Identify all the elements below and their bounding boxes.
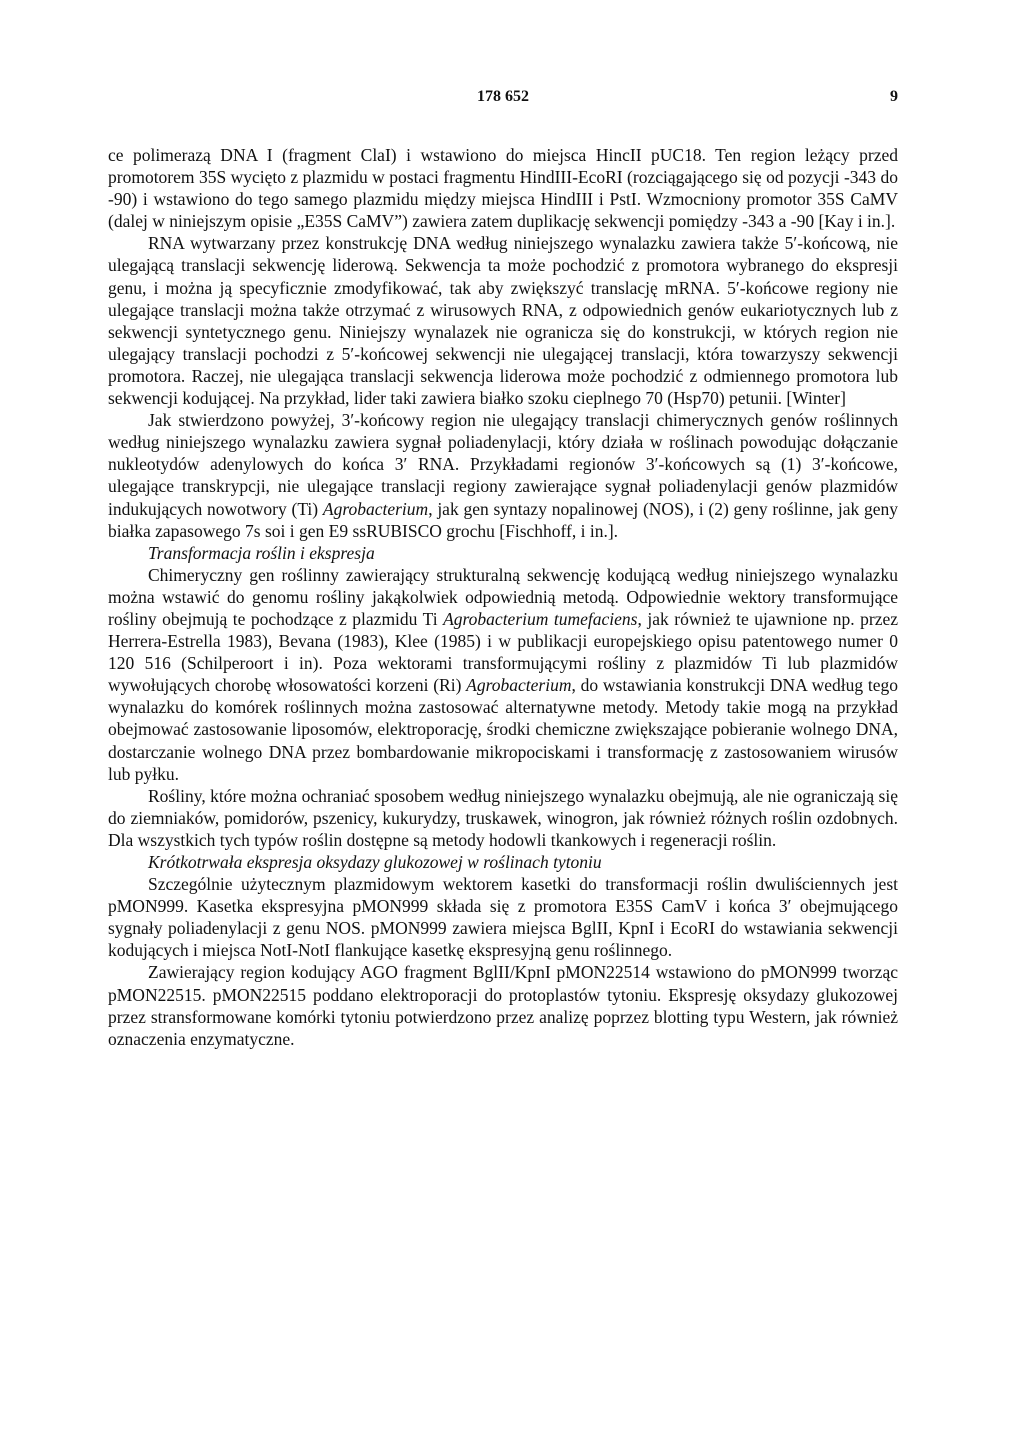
- body-text: [108, 144, 898, 1050]
- paragraph-text: Rośliny, które można ochraniać sposobem według niniejszego wynalazku obejmują, ale nie ograniczają się do ziemniaków, pomidorów, pszenicy, kukurydzy, truskawek, winogron, jak również różnych roślin ozdobnych. Dla wszystkich tych typów roślin dostępne są metody hodowli tkankowych i regeneracji roślin.: [108, 785, 898, 850]
- paragraph-text: , jak gen syntazy nopalinowej (NOS), i (2) geny roślinne, jak geny białka zapasowego 7s soi i gen E9 ssRUBISCO grochu [Fischhoff, i in.].: [108, 498, 898, 541]
- page-number: 9: [890, 88, 898, 105]
- paragraph-pmon22515: [108, 961, 898, 1049]
- paragraph-3-end-region: [108, 409, 898, 542]
- document-number: 178 652: [477, 88, 529, 105]
- paragraph-text: , jak również te ujawnione np. przez Herrera-Estrella 1983), Bevana (1983), Klee (1985) i w publikacji europejskiego opisu patentowego numer 0 120 516 (Schilperoort i in). Poza wektorami transformującymi rośliny z plazmidów Ti lub plazmidów wywołujących chorobę włosowatości korzeni (Ri): [108, 608, 898, 696]
- paragraph-plants: [108, 785, 898, 851]
- italic-term: Agrobacterium: [466, 675, 572, 696]
- heading-text: Transformacja roślin i ekspresja: [148, 542, 375, 563]
- paragraph-transformation-methods: [108, 564, 898, 785]
- italic-term: Agrobacterium tumefaciens: [443, 608, 638, 629]
- paragraph-rna-leader: [108, 232, 898, 409]
- page-header: [108, 88, 898, 112]
- paragraph-text: RNA wytwarzany przez konstrukcję DNA według niniejszego wynalazku zawiera także 5′-końcową, nie ulegającą translacji sekwencję liderową. Sekwencja ta może pochodzić z promotora wybranego do ekspresji genu, i można ją specyficznie zmodyfikować, tak aby zwiększyć translację mRNA. 5′-końcowe regiony nie ulegające translacji można także otrzymać z wirusowych RNA, z odpowiednich genów eukariotycznych lub z sekwencji syntetycznego genu. Niniejszy wynalazek nie ogranicza się do konstrukcji, w których region nie ulegający translacji pochodzi z 5′-końcowej sekwencji nie ulegającej translacji, która towarzyszy sekwencji promotora. Raczej, nie ulegająca translacji sekwencja liderowa może pochodzić z odmiennego promotora lub sekwencji kodującej. Na przykład, lider taki zawiera białko szoku cieplnego 70 (Hsp70) petunii. [Winter]: [108, 233, 898, 409]
- paragraph-text: Jak stwierdzono powyżej, 3′-końcowy region nie ulegający translacji chimerycznych genów roślinnych według niniejszego wynalazku zawiera sygnał poliadenylacji, który działa w roślinach powodując dołączanie nukleotydów adenylowych do końca 3′ RNA. Przykładami regionów 3′-końcowych są (1) 3′-końcowe, ulegające transkrypcji, nie ulegające translacji regiony zawierające sygnał poliadenylacji genów plazmidów indukujących nowotwory (Ti): [108, 410, 898, 519]
- paragraph-continuation: [108, 144, 898, 232]
- paragraph-text: Zawierający region kodujący AGO fragment BglII/KpnI pMON22514 wstawiono do pMON999 tworząc pMON22515. pMON22515 poddano elektroporacji do protoplastów tytoniu. Ekspresję oksydazy glukozowej przez stransformowane komórki tytoniu potwierdzono przez analizę poprzez blotting typu Western, jak również oznaczenia enzymatyczne.: [108, 962, 898, 1049]
- heading-text: Krótkotrwała ekspresja oksydazy glukozowej w roślinach tytoniu: [148, 852, 602, 872]
- section-heading-transformation: [108, 542, 898, 564]
- paragraph-text: , do wstawiania konstrukcji DNA według tego wynalazku do komórek roślinnych można zastosować alternatywne metody. Metody takie mogą na przykład obejmować zastosowanie liposomów, elektroporację, środki chemiczne zwiększające pobieranie wolnego DNA, dostarczanie wolnego DNA przez bombardowanie mikropociskami i transformację z zastosowaniem wirusów lub pyłku.: [108, 675, 898, 784]
- paragraph-text: Chimeryczny gen roślinny zawierający strukturalną sekwencję kodującą według niniejszego wynalazku można wstawić do genomu rośliny jakąkolwiek odpowiednią metodą. Odpowiednie wektory transformujące rośliny obejmują te pochodzące z plazmidu Ti: [108, 564, 898, 629]
- paragraph-pmon999: [108, 873, 898, 961]
- paragraph-text: ce polimerazą DNA I (fragment ClaI) i wstawiono do miejsca HincII pUC18. Ten region leżący przed promotorem 35S wycięto z plazmidu w postaci fragmentu HindIII-EcoRI (rozciągającego się od pozycji -343 do -90) i wstawiono do tego samego plazmidu między miejsca HindIII i PstI. Wzmocniony promotor 35S CaMV (dalej w niniejszym opisie „E35S CaMV”) zawiera zatem duplikację sekwencji pomiędzy -343 a -90 [Kay i in.].: [108, 145, 898, 232]
- paragraph-text: Szczególnie użytecznym plazmidowym wektorem kasetki do transformacji roślin dwuliściennych jest pMON999. Kasetka ekspresyjna pMON999 składa się z promotora E35S CamV i końca 3′ obejmującego sygnały poliadenylacji z genu NOS. pMON999 zawiera miejsca BglII, KpnI i EcoRI do wstawiania sekwencji kodujących i miejsca NotI-NotI flankujące kasetkę ekspresyjną genu roślinnego.: [108, 874, 898, 961]
- italic-term: Agrobacterium: [322, 498, 429, 519]
- section-heading-expression: [108, 851, 898, 873]
